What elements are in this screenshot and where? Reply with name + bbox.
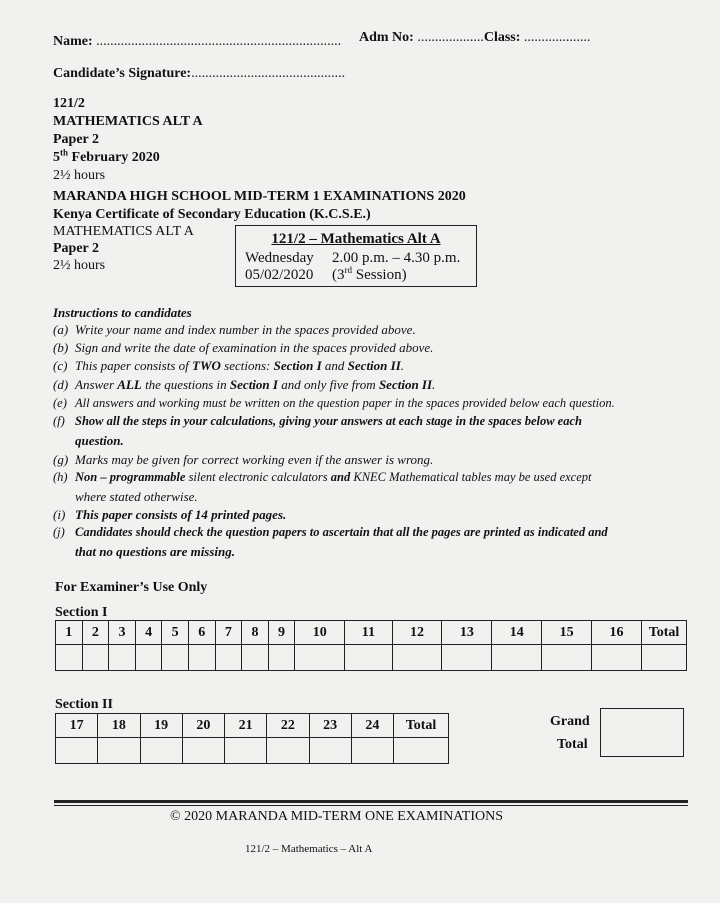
section1-score-row[interactable] bbox=[56, 645, 687, 671]
score-cell[interactable] bbox=[309, 738, 351, 764]
section1-label: Section I bbox=[55, 605, 108, 620]
instruction-e: (e) All answers and working must be written on the question paper in the spaces provided below each question. bbox=[53, 396, 615, 410]
paper-duration: 2½ hours bbox=[53, 168, 106, 183]
instruction-b: (b) Sign and write the date of examination in the spaces provided above. bbox=[53, 340, 434, 355]
section2-col: 17 bbox=[56, 714, 98, 738]
score-cell[interactable] bbox=[345, 645, 392, 671]
signature-field[interactable] bbox=[53, 66, 345, 82]
paper-date: 5th February 2020 bbox=[53, 147, 160, 165]
score-cell[interactable] bbox=[188, 645, 215, 671]
grand-total-box[interactable] bbox=[600, 708, 684, 757]
instruction-j-cont: that no questions are missing. bbox=[75, 544, 236, 559]
section2-col: 19 bbox=[140, 714, 182, 738]
adm-label: Adm No: bbox=[359, 30, 414, 45]
section1-col: 1 bbox=[56, 621, 83, 645]
section1-col: 14 bbox=[492, 621, 542, 645]
section1-col: 12 bbox=[392, 621, 442, 645]
session-date: 05/02/2020 bbox=[245, 267, 314, 283]
section2-header-row bbox=[56, 714, 449, 738]
exam-duration: 2½ hours bbox=[53, 258, 106, 273]
score-cell[interactable] bbox=[225, 738, 267, 764]
section1-col: 16 bbox=[592, 621, 642, 645]
score-cell[interactable] bbox=[267, 738, 309, 764]
signature-label: Candidate’s Signature: bbox=[53, 66, 192, 81]
score-cell[interactable] bbox=[56, 738, 98, 764]
name-field[interactable] bbox=[53, 34, 341, 50]
paper-block bbox=[53, 96, 203, 186]
score-cell[interactable] bbox=[392, 645, 442, 671]
section2-table bbox=[55, 713, 449, 764]
section2-score-row[interactable] bbox=[56, 738, 449, 764]
score-cell[interactable] bbox=[182, 738, 224, 764]
paper-number: Paper 2 bbox=[53, 132, 100, 147]
page-footer: 121/2 – Mathematics – Alt A bbox=[245, 843, 373, 855]
score-cell[interactable] bbox=[542, 645, 592, 671]
instruction-a: (a) Write your name and index number in the spaces provided above. bbox=[53, 322, 416, 337]
section2-label: Section II bbox=[55, 697, 113, 712]
section2-col: 21 bbox=[225, 714, 267, 738]
instruction-c: (c) This paper consists of TWO sections: Section I and Section II. bbox=[53, 358, 405, 373]
name-label: Name: bbox=[53, 34, 93, 49]
instruction-j: (j) Candidates should check the question papers to ascertain that all the pages are printed as indicated and bbox=[53, 525, 608, 539]
score-cell[interactable] bbox=[109, 645, 136, 671]
score-cell[interactable] bbox=[140, 738, 182, 764]
score-cell[interactable] bbox=[268, 645, 295, 671]
section1-col-total: Total bbox=[642, 621, 687, 645]
section2-col: 23 bbox=[309, 714, 351, 738]
footer-rule-thin bbox=[54, 805, 688, 806]
score-cell[interactable] bbox=[295, 645, 345, 671]
section1-col: 8 bbox=[242, 621, 269, 645]
session-title: 121/2 – Mathematics Alt A bbox=[271, 231, 441, 247]
section1-col: 15 bbox=[542, 621, 592, 645]
instructions-heading: Instructions to candidates bbox=[53, 305, 192, 320]
grand-label: Grand bbox=[550, 714, 590, 729]
footer-rule-thick bbox=[54, 800, 688, 803]
score-cell[interactable] bbox=[162, 645, 189, 671]
score-cell[interactable] bbox=[442, 645, 492, 671]
paper-subject: MATHEMATICS ALT A bbox=[53, 114, 203, 129]
session-box bbox=[235, 225, 477, 287]
instruction-h: (h) Non – programmable silent electronic calculators and KNEC Mathematical tables may be used except bbox=[53, 470, 592, 484]
grand-total-label: Total bbox=[557, 737, 588, 752]
exam-subject: MATHEMATICS ALT A bbox=[53, 224, 194, 239]
copyright-line: © 2020 MARANDA MID-TERM ONE EXAMINATIONS bbox=[170, 809, 504, 824]
examiner-heading: For Examiner’s Use Only bbox=[55, 580, 208, 595]
section1-table bbox=[55, 620, 687, 671]
instruction-i: (i) This paper consists of 14 printed pages. bbox=[53, 507, 287, 522]
score-cell[interactable] bbox=[135, 645, 162, 671]
session-day: Wednesday bbox=[245, 250, 314, 266]
score-cell-total[interactable] bbox=[642, 645, 687, 671]
exam-paper: Paper 2 bbox=[53, 241, 100, 256]
exam-title: MARANDA HIGH SCHOOL MID-TERM 1 EXAMINATIONS 2020 bbox=[53, 189, 466, 204]
instruction-g: (g) Marks may be given for correct working even if the answer is wrong. bbox=[53, 452, 434, 467]
section1-col: 11 bbox=[345, 621, 392, 645]
section2-col-total: Total bbox=[394, 714, 449, 738]
score-cell[interactable] bbox=[98, 738, 140, 764]
adm-dots: ................... bbox=[417, 30, 484, 45]
adm-field[interactable] bbox=[359, 30, 590, 46]
instruction-f-cont: question. bbox=[75, 433, 124, 448]
section2-col: 20 bbox=[182, 714, 224, 738]
certificate-line: Kenya Certificate of Secondary Education (K.C.S.E.) bbox=[53, 207, 371, 222]
score-cell[interactable] bbox=[215, 645, 242, 671]
section1-col: 3 bbox=[109, 621, 136, 645]
session-time: 2.00 p.m. – 4.30 p.m. bbox=[332, 250, 461, 266]
section1-col: 9 bbox=[268, 621, 295, 645]
score-cell[interactable] bbox=[492, 645, 542, 671]
paper-code: 121/2 bbox=[53, 96, 85, 111]
section2-col: 22 bbox=[267, 714, 309, 738]
section1-col: 10 bbox=[295, 621, 345, 645]
session-number: (3rd Session) bbox=[332, 265, 407, 283]
score-cell[interactable] bbox=[351, 738, 393, 764]
section1-col: 2 bbox=[82, 621, 109, 645]
score-cell[interactable] bbox=[56, 645, 83, 671]
score-cell[interactable] bbox=[82, 645, 109, 671]
score-cell[interactable] bbox=[242, 645, 269, 671]
instruction-f: (f) Show all the steps in your calculations, giving your answers at each stage in the spaces below each bbox=[53, 414, 582, 428]
section1-col: 13 bbox=[442, 621, 492, 645]
class-dots: ................... bbox=[523, 30, 591, 45]
section1-header-row bbox=[56, 621, 687, 645]
section1-col: 4 bbox=[135, 621, 162, 645]
signature-dots: ............................................ bbox=[191, 66, 346, 81]
class-label: Class: bbox=[483, 30, 521, 45]
instruction-h-cont: where stated otherwise. bbox=[75, 489, 198, 504]
section1-col: 6 bbox=[188, 621, 215, 645]
score-cell-total[interactable] bbox=[394, 738, 449, 764]
section2-col: 24 bbox=[351, 714, 393, 738]
section2-col: 18 bbox=[98, 714, 140, 738]
score-cell[interactable] bbox=[592, 645, 642, 671]
name-dots: ...................................................................... bbox=[96, 34, 342, 49]
instruction-d: (d) Answer ALL the questions in Section I and only five from Section II. bbox=[53, 377, 436, 392]
section1-col: 5 bbox=[162, 621, 189, 645]
section1-col: 7 bbox=[215, 621, 242, 645]
